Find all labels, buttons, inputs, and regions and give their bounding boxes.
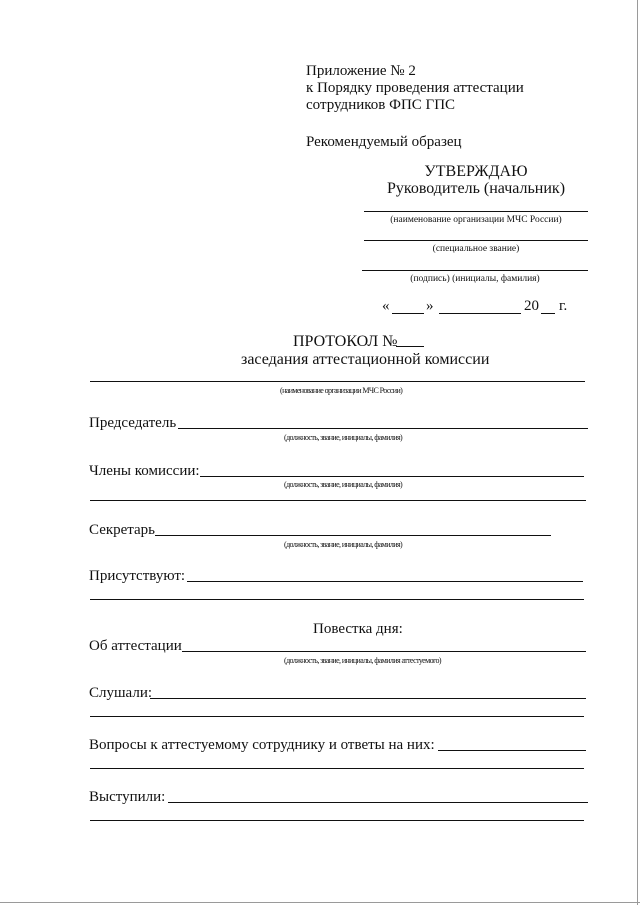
- recommended-sample: Рекомендуемый образец: [306, 134, 462, 150]
- date-year-suffix: г.: [559, 298, 568, 314]
- date-close-quote: »: [426, 298, 434, 314]
- date-day-line[interactable]: [392, 313, 424, 314]
- heard-line-1[interactable]: [150, 698, 586, 699]
- present-line-1[interactable]: [187, 581, 583, 582]
- rank-caption: (специальное звание): [432, 244, 520, 254]
- protocol-title: ПРОТОКОЛ №: [293, 333, 398, 350]
- appendix-staff-line: сотрудников ФПС ГПС: [306, 97, 456, 113]
- chairman-label: Председатель: [89, 415, 177, 431]
- appendix-number: Приложение № 2: [306, 63, 416, 79]
- head-title: Руководитель (начальник): [386, 180, 566, 197]
- heard-label: Слушали:: [89, 685, 153, 701]
- questions-line-1[interactable]: [438, 750, 586, 751]
- protocol-org-line[interactable]: [90, 381, 585, 382]
- date-year-prefix: 20: [524, 298, 539, 314]
- date-year-line[interactable]: [541, 313, 555, 314]
- rank-line[interactable]: [364, 240, 588, 241]
- attestation-line[interactable]: [182, 651, 586, 652]
- agenda-title: Повестка дня:: [313, 621, 403, 637]
- members-caption: (должность, звание, инициалы, фамилия): [284, 480, 403, 489]
- secretary-line[interactable]: [155, 535, 551, 536]
- members-label: Члены комиссии:: [89, 463, 200, 479]
- date-month-line[interactable]: [439, 313, 521, 314]
- attestation-caption: (должность, звание, инициалы, фамилия аттестуемого): [284, 656, 441, 665]
- questions-label: Вопросы к аттестуемому сотруднику и ответы на них:: [89, 737, 435, 753]
- spoke-line-1[interactable]: [168, 802, 588, 803]
- protocol-org-caption: (наименование организации МЧС России): [280, 386, 403, 395]
- signature-line[interactable]: [362, 270, 588, 271]
- org-name-caption: (наименование организации МЧС России): [390, 215, 562, 225]
- approve-heading: УТВЕРЖДАЮ: [424, 163, 528, 180]
- present-line-2[interactable]: [90, 599, 584, 600]
- members-line-1[interactable]: [200, 476, 584, 477]
- page-edge-right: [637, 0, 638, 905]
- secretary-label: Секретарь: [89, 522, 156, 538]
- heard-line-2[interactable]: [90, 716, 584, 717]
- spoke-line-2[interactable]: [90, 820, 584, 821]
- questions-line-2[interactable]: [90, 768, 584, 769]
- page-edge-bottom: [0, 902, 640, 903]
- attestation-label: Об аттестации: [89, 638, 182, 654]
- date-open-quote: «: [382, 298, 390, 314]
- members-line-2[interactable]: [90, 500, 586, 501]
- present-label: Присутствуют:: [89, 568, 186, 584]
- chairman-line[interactable]: [178, 428, 588, 429]
- protocol-subtitle: заседания аттестационной комиссии: [241, 351, 490, 368]
- protocol-number-line[interactable]: [396, 346, 424, 347]
- org-name-line[interactable]: [364, 211, 588, 212]
- secretary-caption: (должность, звание, инициалы, фамилия): [284, 540, 403, 549]
- signature-caption: (подпись) (инициалы, фамилия): [410, 274, 540, 284]
- spoke-label: Выступили:: [89, 789, 166, 805]
- appendix-order-line: к Порядку проведения аттестации: [306, 80, 524, 96]
- chairman-caption: (должность, звание, инициалы, фамилия): [284, 433, 403, 442]
